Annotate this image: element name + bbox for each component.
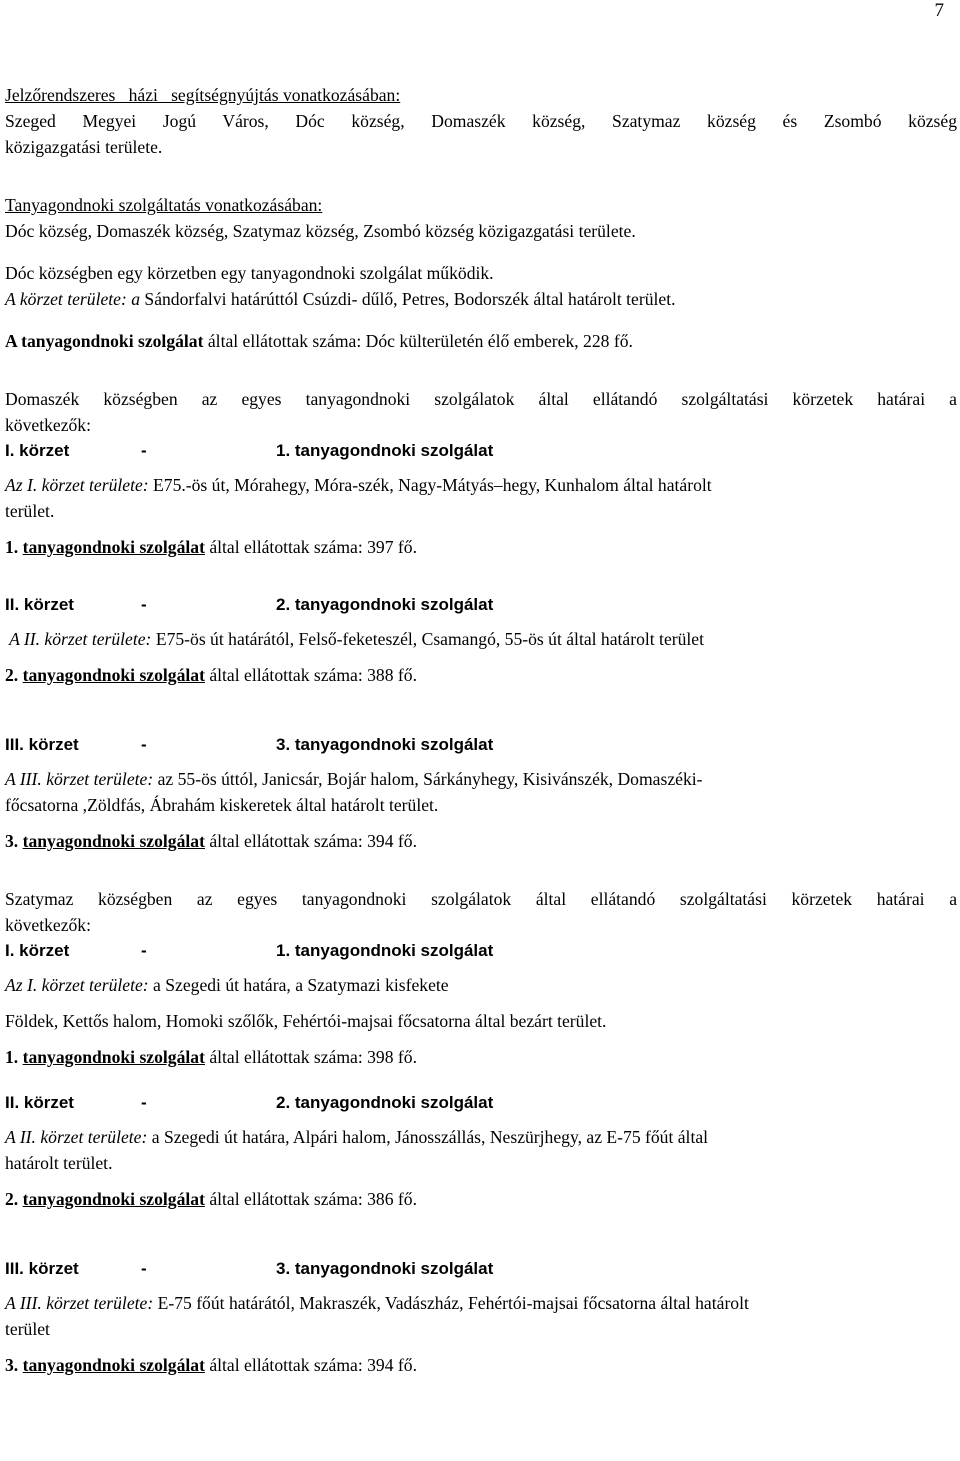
szatymaz-district-3-area-2: terület <box>5 1319 50 1339</box>
area-label: A III. körzet területe: <box>5 769 154 789</box>
area-text: az 55-ös úttól, Janicsár, Bojár halom, Sárkányhegy, Kisivánszék, Domaszéki- <box>153 769 703 789</box>
szatymaz-district-2-count <box>5 1186 957 1212</box>
szatymaz-district-3-count <box>5 1352 957 1378</box>
district-service: 3. tanyagondnoki szolgálat <box>276 735 494 754</box>
doc-area-label: A körzet területe: a <box>5 289 141 309</box>
doc-count-bold: A tanyagondnoki szolgálat <box>5 331 204 351</box>
count-num: 3. <box>5 1355 19 1375</box>
count-bold: tanyagondnoki szolgálat <box>22 665 205 685</box>
szatymaz-intro-1: Szatymaz községben az egyes tanyagondnoki szolgálatok által ellátandó szolgáltatási körzetek határai a <box>5 889 957 909</box>
area-label: A III. körzet területe: <box>5 1293 154 1313</box>
district-roman: III. körzet <box>5 735 79 754</box>
district-dash: - <box>141 595 147 614</box>
district-roman: III. körzet <box>5 1259 79 1278</box>
district-service: 1. tanyagondnoki szolgálat <box>276 441 494 460</box>
area-text: E-75 főút határától, Makraszék, Vadászház, Fehértói-majsai főcsatorna által határolt <box>153 1293 749 1313</box>
jelzo-line-1: Szeged Megyei Jogú Város, Dóc község, Domaszék község, Szatymaz község és Zsombó község <box>5 111 957 131</box>
district-roman: II. körzet <box>5 595 74 614</box>
count-bold: tanyagondnoki szolgálat <box>22 1047 205 1067</box>
area-text: E75.-ös út, Mórahegy, Móra-szék, Nagy-Mátyás–hegy, Kunhalom által határolt <box>148 475 712 495</box>
area-text: E75-ös út határától, Felső-feketeszél, Csamangó, 55-ös út által határolt terület <box>151 629 704 649</box>
district-service: 3. tanyagondnoki szolgálat <box>276 1259 494 1278</box>
count-num: 1. <box>5 1047 19 1067</box>
doc-count-text: által ellátottak száma: Dóc külterületén élő emberek, 228 fő. <box>203 331 633 351</box>
count-text: által ellátottak száma: 394 fő. <box>204 1355 417 1375</box>
doc-area-text: Sándorfalvi határúttól Csúzdi- dűlő, Petres, Bodorszék által határolt terület. <box>140 289 676 309</box>
doc-count <box>5 328 957 354</box>
page-number: 7 <box>934 0 944 21</box>
szatymaz-district-2-area <box>5 1124 957 1150</box>
district-service: 2. tanyagondnoki szolgálat <box>276 1093 494 1112</box>
jelzo-line-2: közigazgatási területe. <box>5 137 163 157</box>
district-roman: II. körzet <box>5 1093 74 1112</box>
count-text: által ellátottak száma: 397 fő. <box>204 537 417 557</box>
count-num: 1. <box>5 537 19 557</box>
domaszek-intro-1: Domaszék községben az egyes tanyagondnoki szolgálatok által ellátandó szolgáltatási körzetek határai a <box>5 389 957 409</box>
szatymaz-district-2-header <box>5 1090 957 1116</box>
szatymaz-district-1-header <box>5 938 957 964</box>
district-dash: - <box>141 735 147 754</box>
domaszek-district-1-count <box>5 534 957 560</box>
tanya-line: Dóc község, Domaszék község, Szatymaz község, Zsombó község közigazgatási területe. <box>5 221 636 241</box>
count-text: által ellátottak száma: 398 fő. <box>204 1047 417 1067</box>
area-label: Az I. körzet területe: <box>5 975 149 995</box>
district-dash: - <box>141 441 147 460</box>
doc-area <box>5 286 957 312</box>
count-num: 3. <box>5 831 19 851</box>
domaszek-district-2-header <box>5 592 957 618</box>
domaszek-district-1-header <box>5 438 957 464</box>
szatymaz-district-1-count <box>5 1044 957 1070</box>
area-label: Az I. körzet területe: <box>5 475 149 495</box>
doc-line-1: Dóc községben egy körzetben egy tanyagondnoki szolgálat működik. <box>5 263 494 283</box>
domaszek-district-3-count <box>5 828 957 854</box>
count-text: által ellátottak száma: 394 fő. <box>204 831 417 851</box>
domaszek-district-3-area <box>5 766 957 792</box>
district-roman: I. körzet <box>5 941 70 960</box>
szatymaz-district-3-area <box>5 1290 957 1316</box>
domaszek-intro-2: következők: <box>5 415 91 435</box>
area-text: a Szegedi út határa, Alpári halom, Jánosszállás, Neszürjhegy, az E-75 főút által <box>147 1127 709 1147</box>
document-page <box>5 82 957 1378</box>
district-dash: - <box>141 941 147 960</box>
count-bold: tanyagondnoki szolgálat <box>22 1355 205 1375</box>
szatymaz-intro-2: következők: <box>5 915 91 935</box>
domaszek-district-3-area-2: főcsatorna ,Zöldfás, Ábrahám kiskeretek által határolt terület. <box>5 795 439 815</box>
tanya-heading: Tanyagondnoki szolgáltatás vonatkozásában: <box>5 195 323 215</box>
szatymaz-district-1-extra: Földek, Kettős halom, Homoki szőlők, Fehértói-majsai főcsatorna által bezárt terület. <box>5 1011 607 1031</box>
domaszek-district-2-area <box>5 626 957 652</box>
count-bold: tanyagondnoki szolgálat <box>22 1189 205 1209</box>
count-bold: tanyagondnoki szolgálat <box>22 537 205 557</box>
szatymaz-district-1-area <box>5 972 957 998</box>
count-num: 2. <box>5 1189 19 1209</box>
district-roman: I. körzet <box>5 441 70 460</box>
district-dash: - <box>141 1259 147 1278</box>
count-bold: tanyagondnoki szolgálat <box>22 831 205 851</box>
domaszek-district-2-count <box>5 662 957 688</box>
area-label: A II. körzet területe: <box>5 1127 148 1147</box>
count-num: 2. <box>5 665 19 685</box>
domaszek-district-1-area-2: terület. <box>5 501 55 521</box>
szatymaz-district-2-area-2: határolt terület. <box>5 1153 113 1173</box>
jelzo-heading: Jelzőrendszeres házi segítségnyújtás vonatkozásában: <box>5 85 401 105</box>
area-label: A II. körzet területe: <box>5 629 152 649</box>
domaszek-district-1-area <box>5 472 957 498</box>
count-text: által ellátottak száma: 388 fő. <box>204 665 417 685</box>
district-service: 2. tanyagondnoki szolgálat <box>276 595 494 614</box>
szatymaz-district-3-header <box>5 1256 957 1282</box>
district-dash: - <box>141 1093 147 1112</box>
count-text: által ellátottak száma: 386 fő. <box>204 1189 417 1209</box>
area-text: a Szegedi út határa, a Szatymazi kisfekete <box>148 975 449 995</box>
domaszek-district-3-header <box>5 732 957 758</box>
district-service: 1. tanyagondnoki szolgálat <box>276 941 494 960</box>
